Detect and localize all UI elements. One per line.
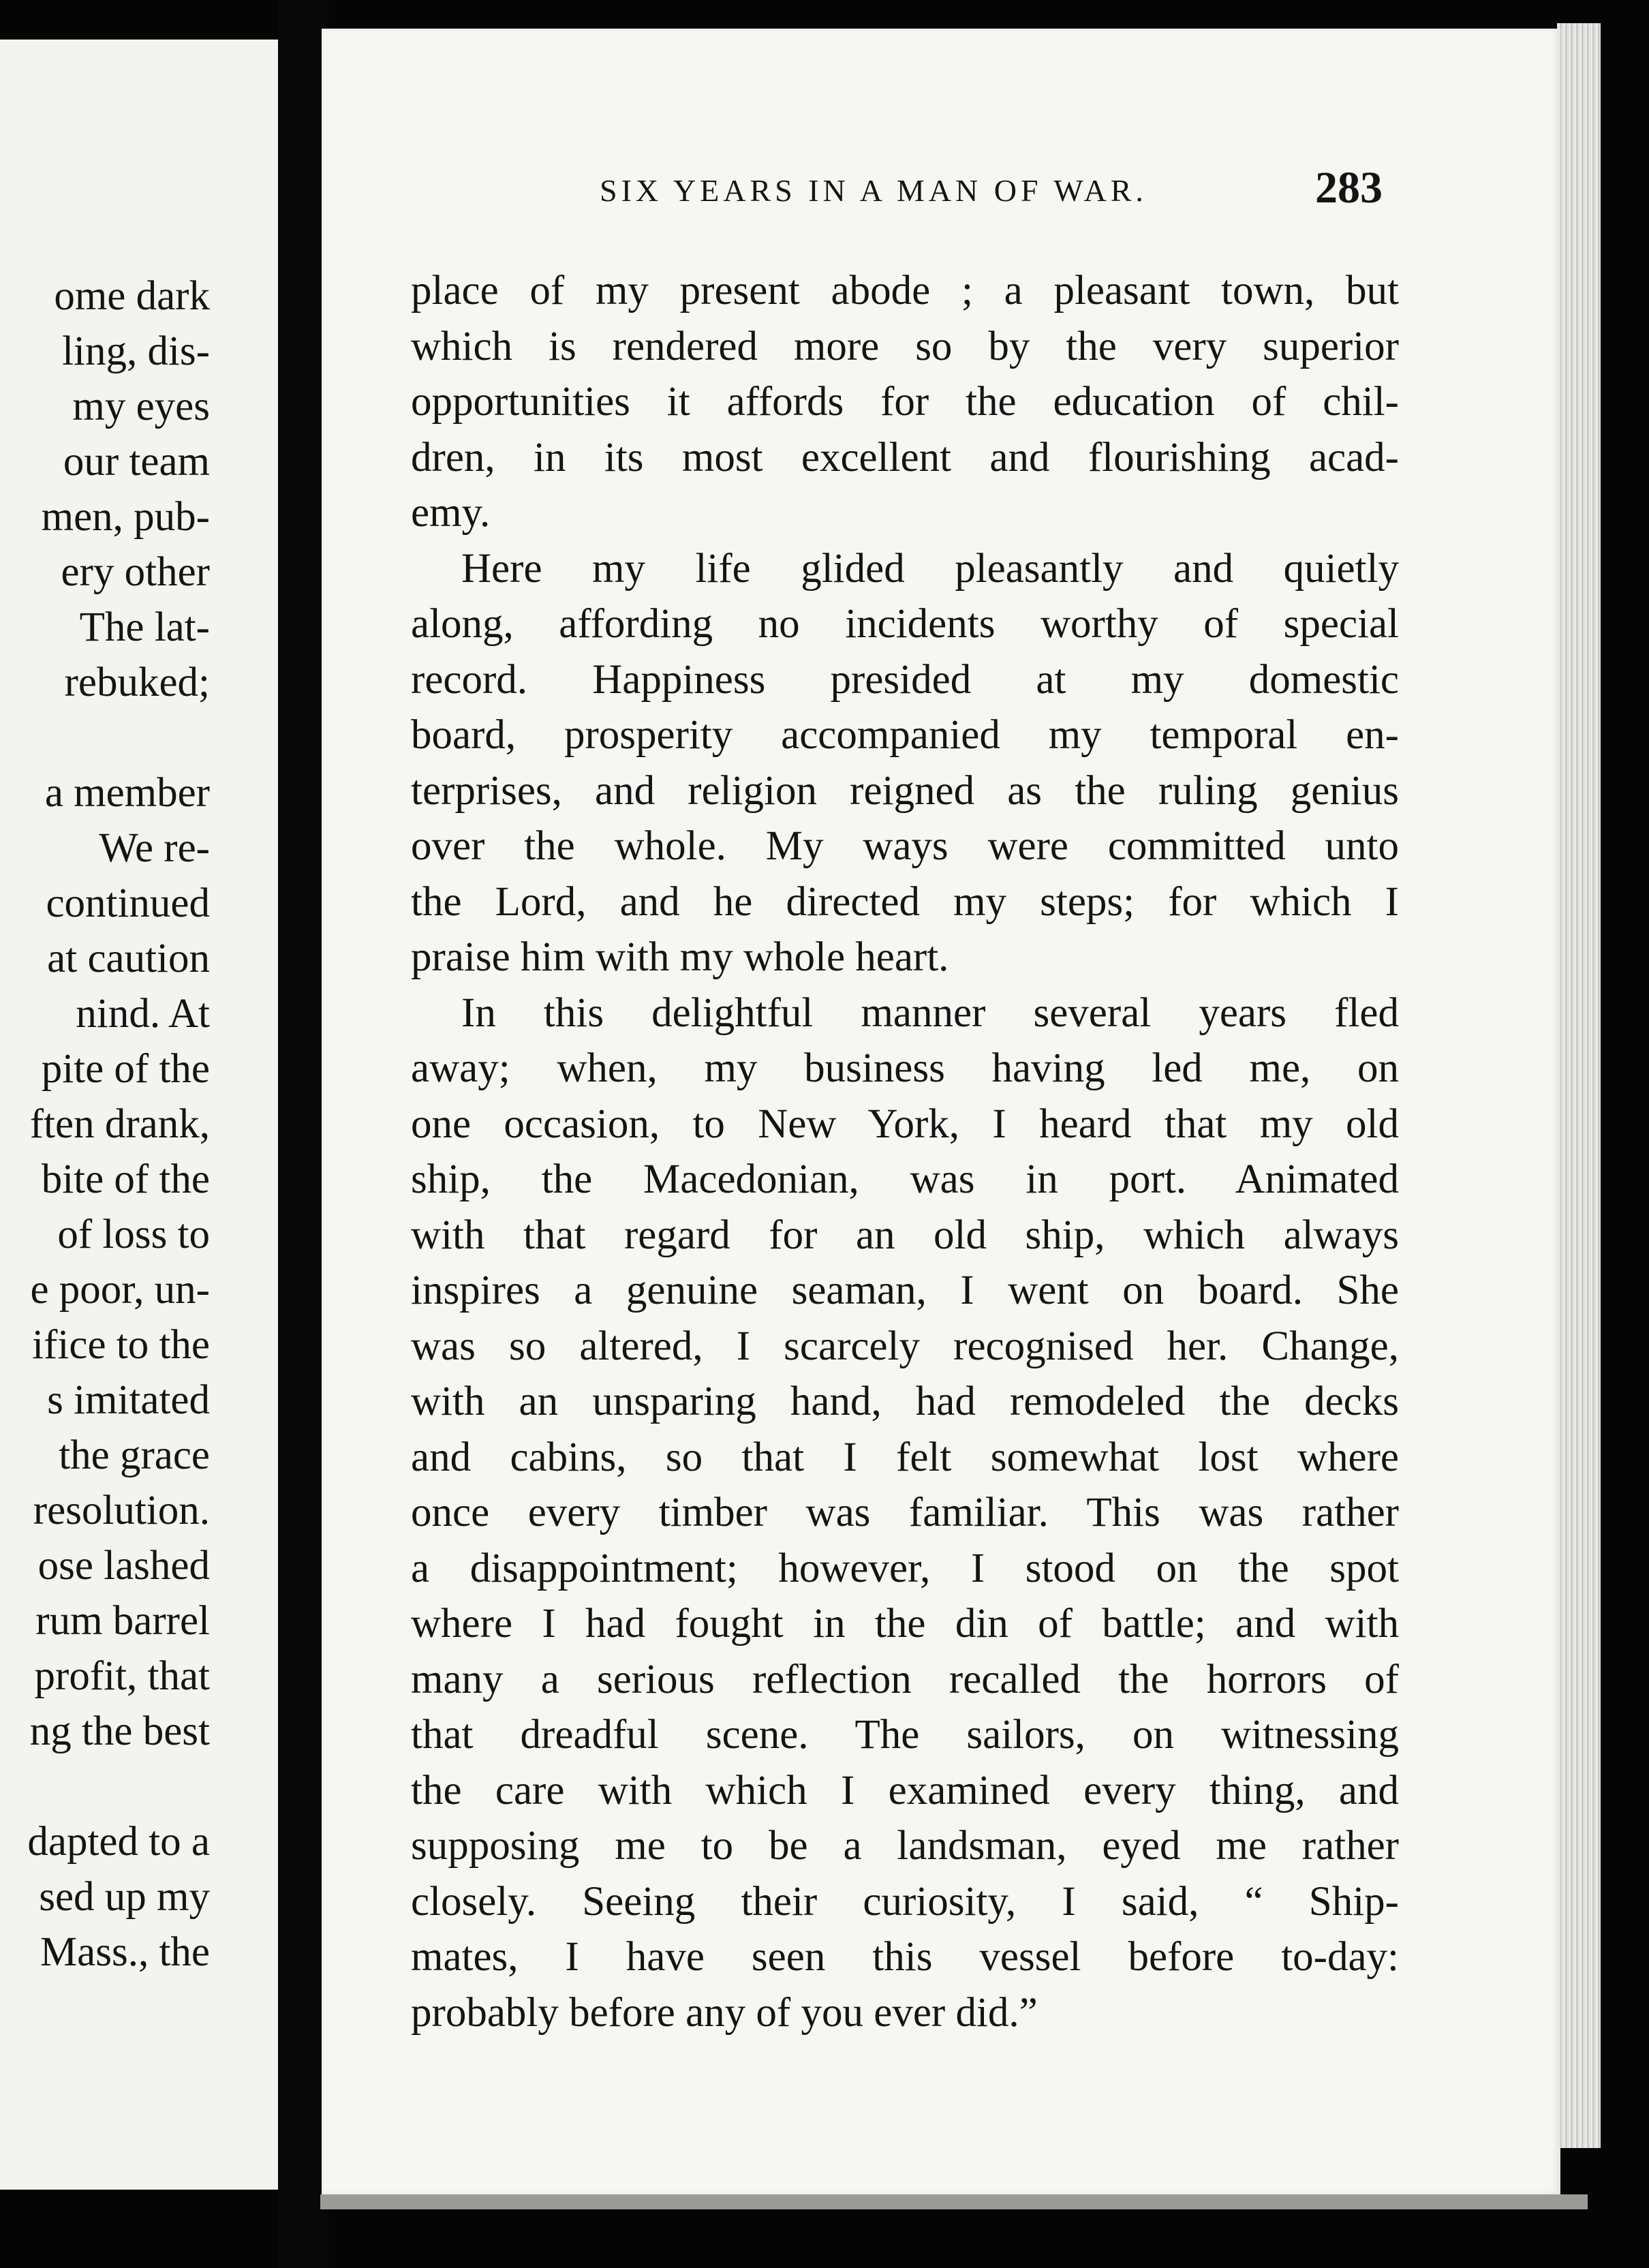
facing-line: bite of the bbox=[41, 1156, 210, 1202]
facing-line: rebuked; bbox=[64, 660, 210, 705]
facing-line: pite of the bbox=[41, 1046, 210, 1092]
facing-line: ifice to the bbox=[32, 1322, 210, 1368]
text-line: board, prosperity accompanied my temporal en- bbox=[411, 712, 1399, 758]
text-line: emy. bbox=[411, 490, 491, 536]
text-line: opportunities it affords for the education of chil- bbox=[411, 379, 1399, 425]
facing-line: my eyes bbox=[72, 384, 210, 429]
facing-line: profit, that bbox=[34, 1653, 210, 1699]
text-line: place of my present abode ; a pleasant town, but bbox=[411, 268, 1399, 313]
text-line: record. Happiness presided at my domestic bbox=[411, 656, 1399, 703]
text-line: ship, the Macedonian, was in port. Animated bbox=[411, 1156, 1399, 1202]
facing-line: We re- bbox=[99, 825, 210, 871]
text-line: inspires a genuine seaman, I went on board. She bbox=[411, 1268, 1399, 1313]
text-line: once every timber was familiar. This was rather bbox=[411, 1490, 1399, 1535]
facing-line: ome dark bbox=[54, 273, 210, 319]
text-line: with an unsparing hand, had remodeled the decks bbox=[411, 1379, 1399, 1424]
text-line: along, affording no incidents worthy of special bbox=[411, 601, 1399, 647]
facing-line: ling, dis- bbox=[62, 328, 210, 374]
page-number: 283 bbox=[1315, 163, 1383, 213]
page-edges bbox=[1557, 23, 1601, 2148]
text-line: many a serious reflection recalled the horrors of bbox=[411, 1656, 1399, 1702]
facing-line: the grace bbox=[59, 1432, 210, 1478]
facing-line: ng the best bbox=[29, 1708, 210, 1754]
text-line: the Lord, and he directed my steps; for which I bbox=[411, 878, 1399, 925]
facing-line: e poor, un- bbox=[30, 1267, 210, 1313]
facing-line: our team bbox=[63, 439, 210, 485]
page-bottom-edge bbox=[320, 2194, 1588, 2209]
text-line: supposing me to be a landsman, eyed me rather bbox=[411, 1823, 1399, 1869]
facing-line-blank bbox=[27, 710, 210, 765]
text-line: mates, I have seen this vessel before to-day: bbox=[411, 1934, 1399, 1980]
facing-line-blank bbox=[27, 1759, 210, 1814]
facing-line: ery other bbox=[61, 549, 210, 595]
facing-line: ften drank, bbox=[29, 1101, 210, 1147]
facing-line: sed up my bbox=[39, 1874, 210, 1920]
text-line: with that regard for an old ship, which always bbox=[411, 1212, 1399, 1258]
text-line: a disappointment; however, I stood on the spot bbox=[411, 1545, 1399, 1591]
text-line: where I had fought in the din of battle; and with bbox=[411, 1601, 1399, 1646]
facing-line: a member bbox=[44, 770, 210, 816]
facing-line: of loss to bbox=[57, 1212, 210, 1257]
facing-page-left bbox=[0, 40, 278, 2190]
text-line: dren, in its most excellent and flourishing acad- bbox=[411, 434, 1399, 480]
text-line: which is rendered more so by the very superior bbox=[411, 323, 1399, 369]
text-line: and cabins, so that I felt somewhat lost where bbox=[411, 1434, 1399, 1480]
running-head: SIX YEARS IN A MAN OF WAR. bbox=[600, 173, 1147, 208]
facing-line: rum barrel bbox=[35, 1598, 210, 1644]
facing-line: at caution bbox=[47, 936, 210, 981]
text-line: was so altered, I scarcely recognised her. Change, bbox=[411, 1323, 1399, 1369]
text-line: the care with which I examined every thing, and bbox=[411, 1767, 1399, 1813]
text-line: one occasion, to New York, I heard that my old bbox=[411, 1101, 1399, 1147]
facing-line: men, pub- bbox=[41, 494, 210, 540]
facing-line: nind. At bbox=[76, 991, 210, 1037]
text-line: closely. Seeing their curiosity, I said, “ Ship- bbox=[411, 1878, 1399, 1925]
facing-line: ose lashed bbox=[37, 1543, 210, 1589]
text-line: that dreadful scene. The sailors, on witnessing bbox=[411, 1712, 1399, 1758]
text-line: terprises, and religion reigned as the ruling genius bbox=[411, 767, 1399, 814]
facing-page-text bbox=[27, 269, 210, 1980]
facing-line: s imitated bbox=[47, 1377, 210, 1423]
facing-line: dapted to a bbox=[27, 1819, 210, 1865]
text-line: away; when, my business having led me, on bbox=[411, 1045, 1399, 1091]
text-line: praise him with my whole heart. bbox=[411, 934, 949, 980]
text-line: Here my life glided pleasantly and quietly bbox=[461, 545, 1399, 592]
facing-line: continued bbox=[46, 880, 210, 926]
facing-line: The lat- bbox=[79, 604, 210, 650]
page-body-text bbox=[411, 263, 1399, 2040]
text-line: over the whole. My ways were committed unto bbox=[411, 823, 1399, 869]
facing-line: Mass., the bbox=[40, 1929, 210, 1975]
text-line: probably before any of you ever did.” bbox=[411, 1989, 1038, 2036]
facing-line: resolution. bbox=[33, 1488, 210, 1533]
text-line: In this delightful manner several years fled bbox=[461, 990, 1399, 1036]
